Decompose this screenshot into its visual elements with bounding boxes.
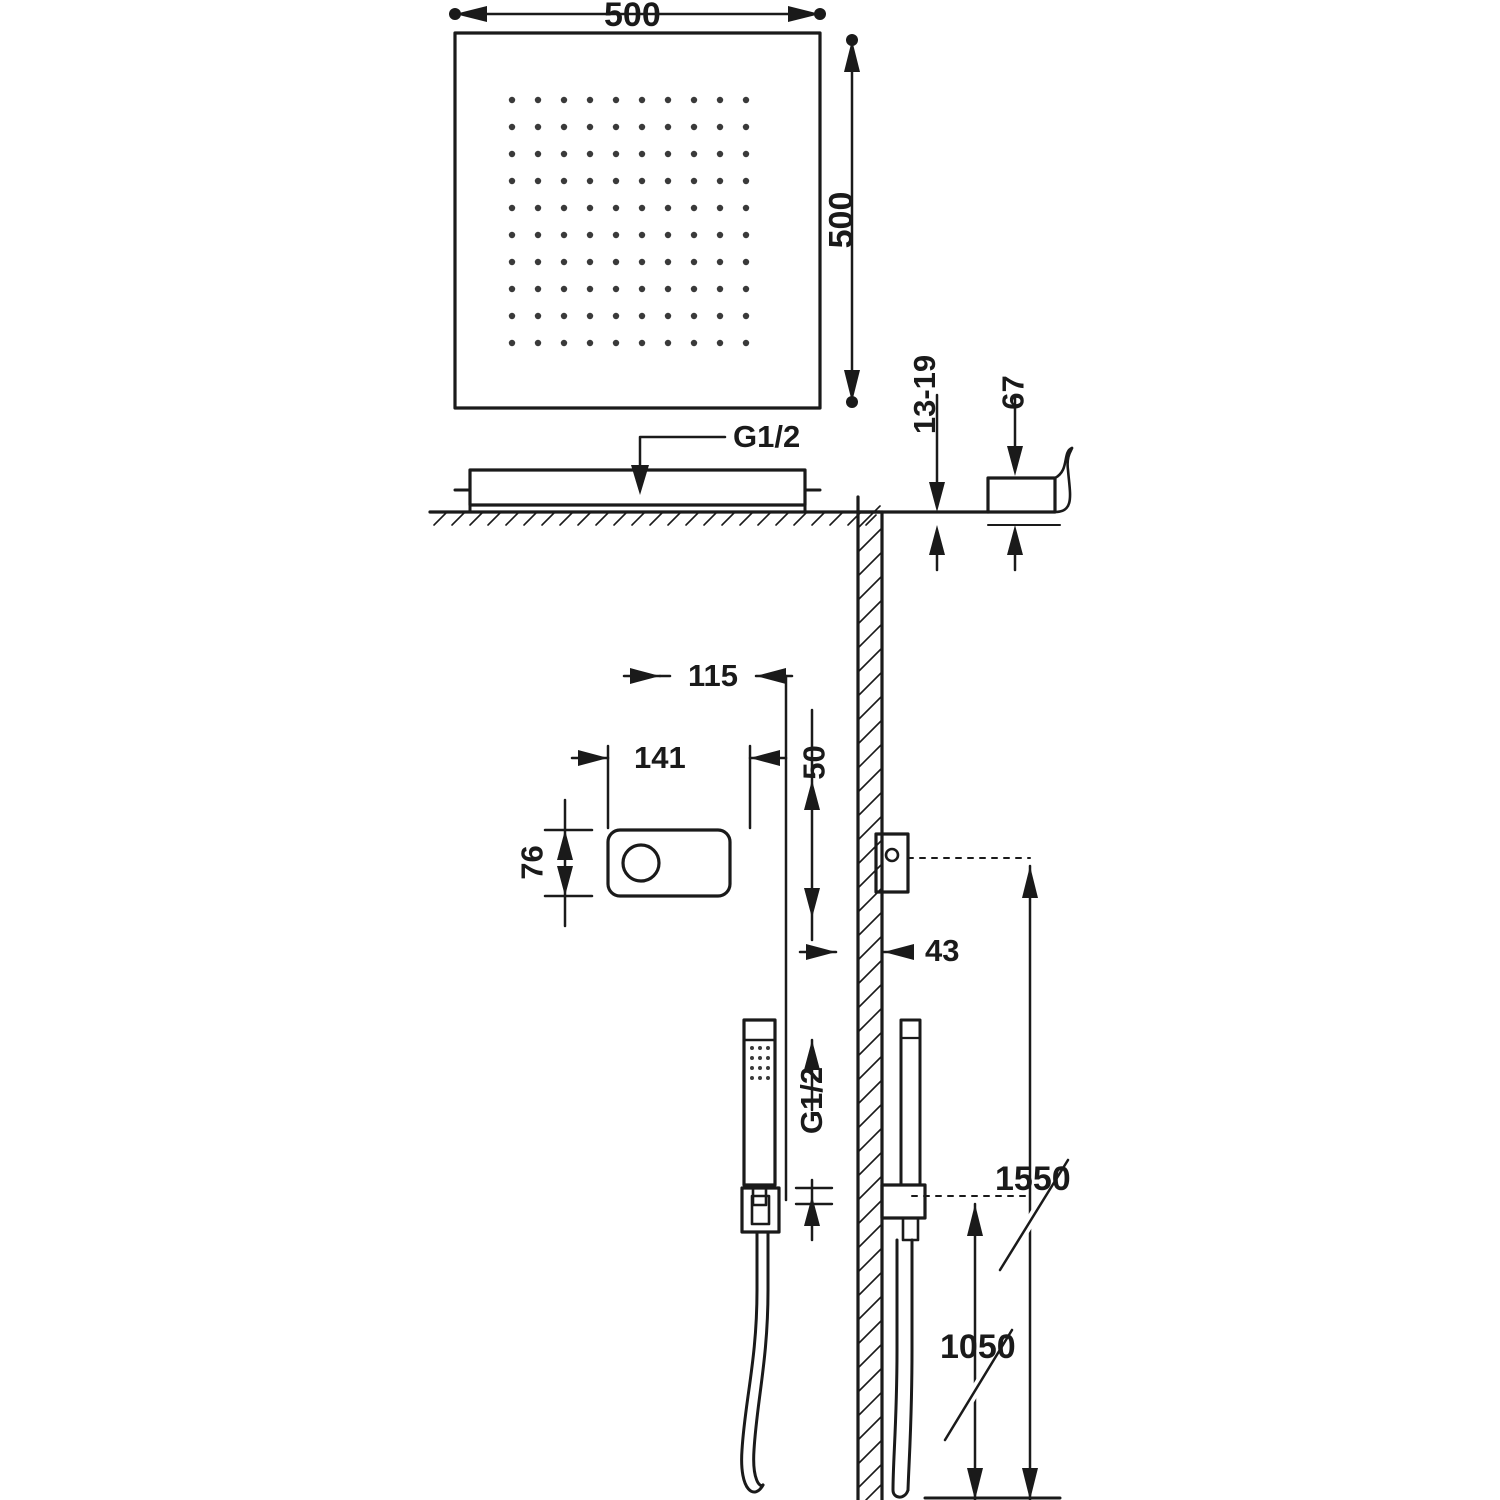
leader-head-thread (631, 437, 725, 495)
dim-label-hand-shower-thread: G1/2 (794, 1066, 830, 1135)
dim-label-outlet-size: 43 (925, 933, 960, 968)
hand-shower-front (742, 1020, 779, 1492)
dim-label-tile-offset: 67 (995, 375, 1031, 410)
valve-front-view (608, 830, 730, 896)
dim-label-wall-thickness: 13-19 (907, 354, 943, 435)
dim-label-valve-depth: 115 (688, 658, 739, 693)
dim-label-head-depth: 500 (822, 191, 861, 249)
dim-label-head-thread: G1/2 (733, 419, 801, 454)
dim-label-valve-width: 141 (634, 740, 686, 775)
dim-tile-offset (988, 395, 1060, 570)
dim-label-head-width: 500 (604, 0, 661, 34)
ceiling-edge-detail (988, 448, 1072, 512)
dim-label-valve-projection: 50 (796, 745, 832, 780)
shower-head-section (430, 470, 880, 525)
shower-head-plan (455, 33, 820, 408)
dim-label-valve-height-floor: 1550 (995, 1160, 1071, 1198)
hand-shower-wall-mounted (882, 1020, 925, 1497)
dim-label-valve-height: 76 (514, 845, 550, 880)
dim-label-outlet-height-floor: 1050 (940, 1328, 1016, 1366)
dim-valve-height (545, 800, 592, 926)
